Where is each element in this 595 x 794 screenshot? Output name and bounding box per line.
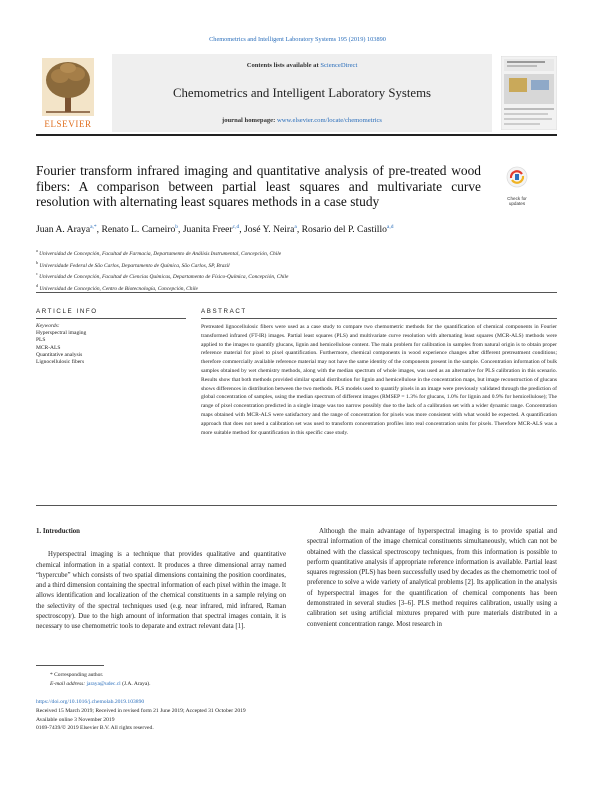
check-updates-line2: updates bbox=[508, 201, 526, 206]
affiliation-sup: b bbox=[36, 259, 38, 265]
homepage-prefix: journal homepage: bbox=[222, 117, 277, 124]
corresponding-author-note: * Corresponding author. bbox=[50, 672, 104, 678]
author-affil-sup[interactable]: a,d bbox=[386, 224, 394, 230]
author-affil-sup[interactable]: a,* bbox=[90, 224, 97, 230]
footnote-rule bbox=[36, 665, 104, 666]
affiliation-text: Universidad de Concepción, Facultad de Farmacia, Departamento de Análisis Instrumental, Concepción, Chile bbox=[39, 250, 282, 257]
available-online: Available online 3 November 2019 bbox=[36, 716, 115, 723]
affiliation-item bbox=[36, 259, 556, 271]
doi-link[interactable]: https://doi.org/10.1016/j.chemolab.2019.103890 bbox=[36, 699, 145, 705]
keyword-item: PLS bbox=[36, 337, 46, 344]
author-list: Juan A. Araya$^{a,*}$, Renato L. Carneiro$^b$, Juanita Freer$^{c,d}$, José Y. Neira$^a$, Rosario del P. Castillo$^{a,d}$ bbox=[36, 224, 394, 236]
sciencedirect-link[interactable]: ScienceDirect bbox=[320, 62, 358, 69]
contents-prefix: Contents lists available at bbox=[246, 62, 321, 69]
article-info-heading: ARTICLE INFO bbox=[36, 308, 98, 315]
homepage-link[interactable]: www.elsevier.com/locate/chemometrics bbox=[276, 117, 382, 124]
author-name[interactable]: José Y. Neira bbox=[244, 224, 295, 236]
email-suffix: (J.A. Araya). bbox=[120, 681, 151, 687]
affiliation-list bbox=[36, 247, 556, 293]
affiliation-text: Universidade Federal de São Carlos, Departamento de Química, São Carlos, SP, Brazil bbox=[39, 262, 230, 269]
received-dates: Received 15 March 2019; Received in revised form 21 June 2019; Accepted 31 October 2019 bbox=[36, 707, 246, 714]
check-updates-line1: Check for bbox=[507, 196, 527, 201]
abstract-heading: ABSTRACT bbox=[201, 308, 247, 315]
publication-info bbox=[36, 698, 336, 733]
affiliation-text: Universidad de Concepción, Facultad de Ciencias Químicas, Departamento de Físico-Química, Concepción, Chile bbox=[39, 273, 289, 280]
copyright-line: 0169-7439/© 2019 Elsevier B.V. All rights reserved. bbox=[36, 725, 154, 732]
author-affil-sup[interactable]: c,d bbox=[232, 224, 240, 230]
elsevier-wordmark: ELSEVIER bbox=[44, 119, 92, 129]
email-label: E-mail address: bbox=[50, 681, 87, 687]
keywords-block bbox=[36, 323, 186, 366]
affiliation-sup: c bbox=[36, 271, 38, 276]
article-title: Fourier transform infrared imaging and quantitative analysis of pre-treated wood fibers: A comparison between partial least squares and multivariate curve resolution with alternating least squares methods in a case study bbox=[36, 163, 481, 210]
journal-name: Chemometrics and Intelligent Laboratory Systems bbox=[172, 86, 431, 100]
check-for-updates-badge[interactable] bbox=[502, 165, 532, 206]
email-line bbox=[36, 680, 286, 689]
author-name[interactable]: Rosario del P. Castillo bbox=[301, 224, 387, 236]
body-paragraph: Although the main advantage of hyperspectral imaging is to provide spatial and spectral information of the image chemical constituents simultaneously, which can not be obtained with the classical spectroscopy techniques, from this information is possible to perform quantitative analysis if appropriate reference information is available. Partial least squares regression (PLS) has been successfully used by decades as the chemometric tool of preference to solve a wide variety of analytical problems [2]. Its application in the analysis of hyperspectral images for the quantification of chemical components has been demonstrated in several studies [3–6]. PLS method requires calibration, usually using a calibration set using artificial mixtures prepared with pure materials distributed in a convenient concentration range. Most research in bbox=[307, 528, 557, 628]
keywords-label: Keywords: bbox=[36, 323, 60, 329]
affiliation-item bbox=[36, 270, 556, 282]
footnote bbox=[36, 671, 286, 689]
body-column-right bbox=[307, 527, 557, 630]
abstract-text: Pretreated lignocellulosic fibers were used as a case study to compare two chemometric methods for the quantification of chemical components in Fourier transformed infrared (FT-IR) images. Partial least squares (PLS) and multivariate curve resolution with alternating least squares (MCR-ALS) methods were applied to the images to quantify glucans, lignin and hemicellulose content. The main problem for calibration in samples from natural origin is to obtain proper reference material for pixel to pixel quantification. Furthermore, chemical components in wood experience changes after different pretreatment conditions; therefore commercially available reference material may not have the same identity of the components present in the sample. Concentration information of bulk samples obtained by wet chemistry methods, along with the median spectrum of whole images, was used as an alternative for PLS calibration in this scenario. Results show that both methods provided similar spatial distribution for lignin and hemicellulose in the concentration maps, but image reconstruction of glucans shows differences in distribution between the two methods. PLS models used to quantify pixels in an image were previously validated through the prediction of global concentration of samples, using the median spectrum of different images (RMSEP = 1.3% for glucans, 1.0% for lignin and 0.9% for hemicellulose); The range of pixel concentration predicted in a single image was too narrow possibly due to the lack of a calibration set with a wider dynamic range. Concentration maps obtained with MCR-ALS were satisfactory and the range of concentration for pixels was more consistent with what would be expected. A quantification approach that does not need a calibration set was used to transform concentration profiles into real concentration units for pixels. Therefore MCR-ALS was a more suitable method for quantification in this specific case study. bbox=[201, 324, 557, 436]
homepage-line bbox=[112, 117, 492, 124]
article-info-rule bbox=[36, 318, 186, 319]
affiliation-text: Universidad de Concepción, Centro de Biotecnología, Concepción, Chile bbox=[39, 285, 198, 292]
header-rule bbox=[36, 134, 557, 136]
journal-cover-image bbox=[501, 56, 557, 130]
author-name[interactable]: Renato L. Carneiro bbox=[101, 224, 176, 236]
affiliation-sup: a bbox=[36, 248, 38, 253]
body-column-left bbox=[36, 527, 286, 633]
journal-citation[interactable]: Chemometrics and Intelligent Laboratory Systems 195 (2019) 103890 bbox=[209, 36, 386, 43]
affiliation-sup: d bbox=[36, 282, 38, 288]
abstract-rule bbox=[201, 318, 557, 319]
email-link[interactable]: jaraya@udec.cl bbox=[86, 681, 121, 687]
author-name[interactable]: Juan A. Araya bbox=[36, 224, 91, 236]
keyword-item: Quantitative analysis bbox=[36, 351, 83, 358]
affiliation-item bbox=[36, 247, 556, 259]
affiliation-rule bbox=[36, 292, 557, 293]
body-paragraph: Hyperspectral imaging is a technique that provides qualitative and quantitative chemical information in a spatial context. It produces a three dimensional array named “hypercube” which consists of two spatial dimensions containing the position coordinates, and a third dimension containing the spectral information of each pixel within the image. It allows identification and localization of the chemical constituents in a sample relying on the selectivity of the spectral techniques used (e.g. near infrared, mid infrared, Raman spectroscopy). Due to the high amount of information that spectral images contain, it is necessary to use chemometric tools to deparate and extract relevant data [1]. bbox=[36, 551, 286, 631]
contents-line bbox=[112, 62, 492, 69]
check-updates-icon bbox=[502, 165, 532, 189]
author-name[interactable]: Juanita Freer bbox=[182, 224, 233, 236]
keyword-item: Lignocellulosic fibers bbox=[36, 359, 85, 366]
section-heading-introduction: 1. Introduction bbox=[36, 528, 80, 535]
author-affil-sup[interactable]: b bbox=[175, 224, 179, 230]
keyword-item: Hyperspectral imaging bbox=[36, 330, 87, 337]
author-affil-sup[interactable]: a bbox=[294, 224, 297, 230]
keyword-item: MCR-ALS bbox=[36, 344, 61, 351]
abstract-bottom-rule bbox=[36, 505, 557, 506]
